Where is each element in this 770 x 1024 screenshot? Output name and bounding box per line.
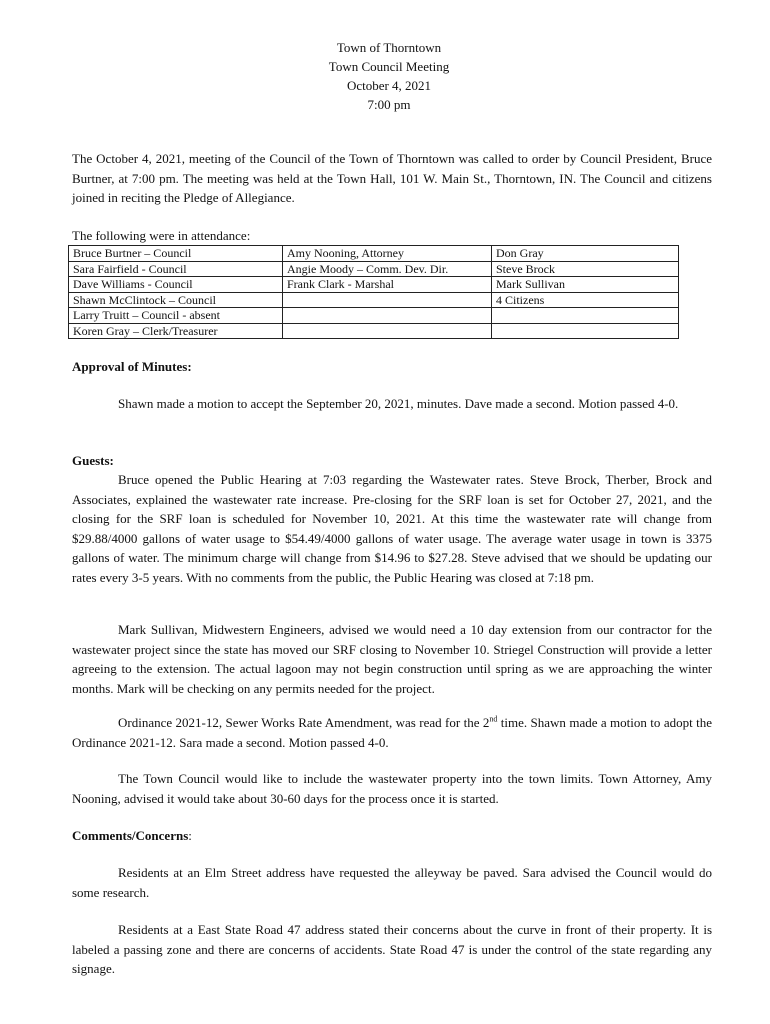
table-cell [283,292,492,308]
guests-paragraph-1: Bruce opened the Public Hearing at 7:03 regarding the Wastewater rates. Steve Brock, Therber, Brock and Associates, explained the wastewater rate increase. Pre-closing for the SRF loan is set for October 27, 2021, and the closing for the SRF loan is scheduled for November 10, 2021. At this time the wastewater rate will change from $29.88/4000 gallons of water usage to $54.49/4000 gallons of water usage. The average water usage in town is 3375 gallons of water. The minimum charge will change from $14.96 to $27.28. Steve advised that we should be updating our rates every 3-5 years. With no comments from the public, the Public Hearing was closed at 7:18 pm. [72,472,712,585]
attendance-table [68,245,679,339]
table-cell: Koren Gray – Clerk/Treasurer [69,323,283,339]
table-cell: Bruce Burtner – Council [69,246,283,262]
document-header [0,38,770,114]
table-row [69,246,679,262]
attendance-label: The following were in attendance: [72,228,251,243]
table-cell: Don Gray [492,246,679,262]
ordinance-text-end: time. Shawn made a motion to adopt the Ordinance 2021-12. Sara made a second. Motion passed 4-0. [72,715,712,750]
table-cell [492,323,679,339]
comments-heading-colon: : [188,828,192,843]
ordinance-text-start: Ordinance 2021-12, Sewer Works Rate Amendment, was read for the 2 [118,715,490,730]
town-name: Town of Thorntown [336,40,442,55]
table-cell: Angie Moody – Comm. Dev. Dir. [283,261,492,277]
minutes-paragraph: Shawn made a motion to accept the September 20, 2021, minutes. Dave made a second. Motion passed 4-0. [118,396,679,411]
table-row [69,323,679,339]
meeting-title: Town Council Meeting [328,59,450,74]
ordinal-suffix: nd [489,714,498,724]
comments-paragraph-1: Residents at an Elm Street address have requested the alleyway be paved. Sara advised the Council would do some research. [72,865,712,900]
meeting-time: 7:00 pm [367,97,411,112]
table-row [69,261,679,277]
guests-heading: Guests: [72,453,114,468]
table-cell [492,308,679,324]
guests-paragraph-4: The Town Council would like to include the wastewater property into the town limits. Town Attorney, Amy Nooning, advised it would take about 30-60 days for the process once it is started. [72,771,712,806]
table-cell: Steve Brock [492,261,679,277]
table-cell: Frank Clark - Marshal [283,277,492,293]
table-row [69,308,679,324]
comments-paragraph-2: Residents at a East State Road 47 address stated their concerns about the curve in front of their property. It is labeled a passing zone and there are concerns of accidents. State Road 47 is under the control of the state regarding any signage. [72,922,712,976]
table-cell: 4 Citizens [492,292,679,308]
comments-heading-text: Comments/Concerns [72,828,189,843]
meeting-date: October 4, 2021 [346,78,432,93]
intro-paragraph: The October 4, 2021, meeting of the Council of the Town of Thorntown was called to order by Council President, Bruce Burtner, at 7:00 pm. The meeting was held at the Town Hall, 101 W. Main St., Thorntown, IN. The Council and citizens joined in reciting the Pledge of Allegiance. [72,151,712,205]
table-cell: Dave Williams - Council [69,277,283,293]
table-cell: Amy Nooning, Attorney [283,246,492,262]
table-cell [283,323,492,339]
table-cell: Mark Sullivan [492,277,679,293]
guests-paragraph-3 [72,713,712,752]
table-cell [283,308,492,324]
table-cell: Sara Fairfield - Council [69,261,283,277]
comments-heading [72,826,192,845]
table-row [69,277,679,293]
minutes-heading: Approval of Minutes: [72,359,192,374]
table-row [69,292,679,308]
table-cell: Larry Truitt – Council - absent [69,308,283,324]
table-cell: Shawn McClintock – Council [69,292,283,308]
guests-paragraph-2: Mark Sullivan, Midwestern Engineers, advised we would need a 10 day extension from our contractor for the wastewater project since the state has moved our SRF closing to November 10. Striegel Construction will provide a letter agreeing to the extension. The actual lagoon may not begin construction until spring as we are approaching the winter months. Mark will be checking on any permits needed for the project. [72,622,712,696]
